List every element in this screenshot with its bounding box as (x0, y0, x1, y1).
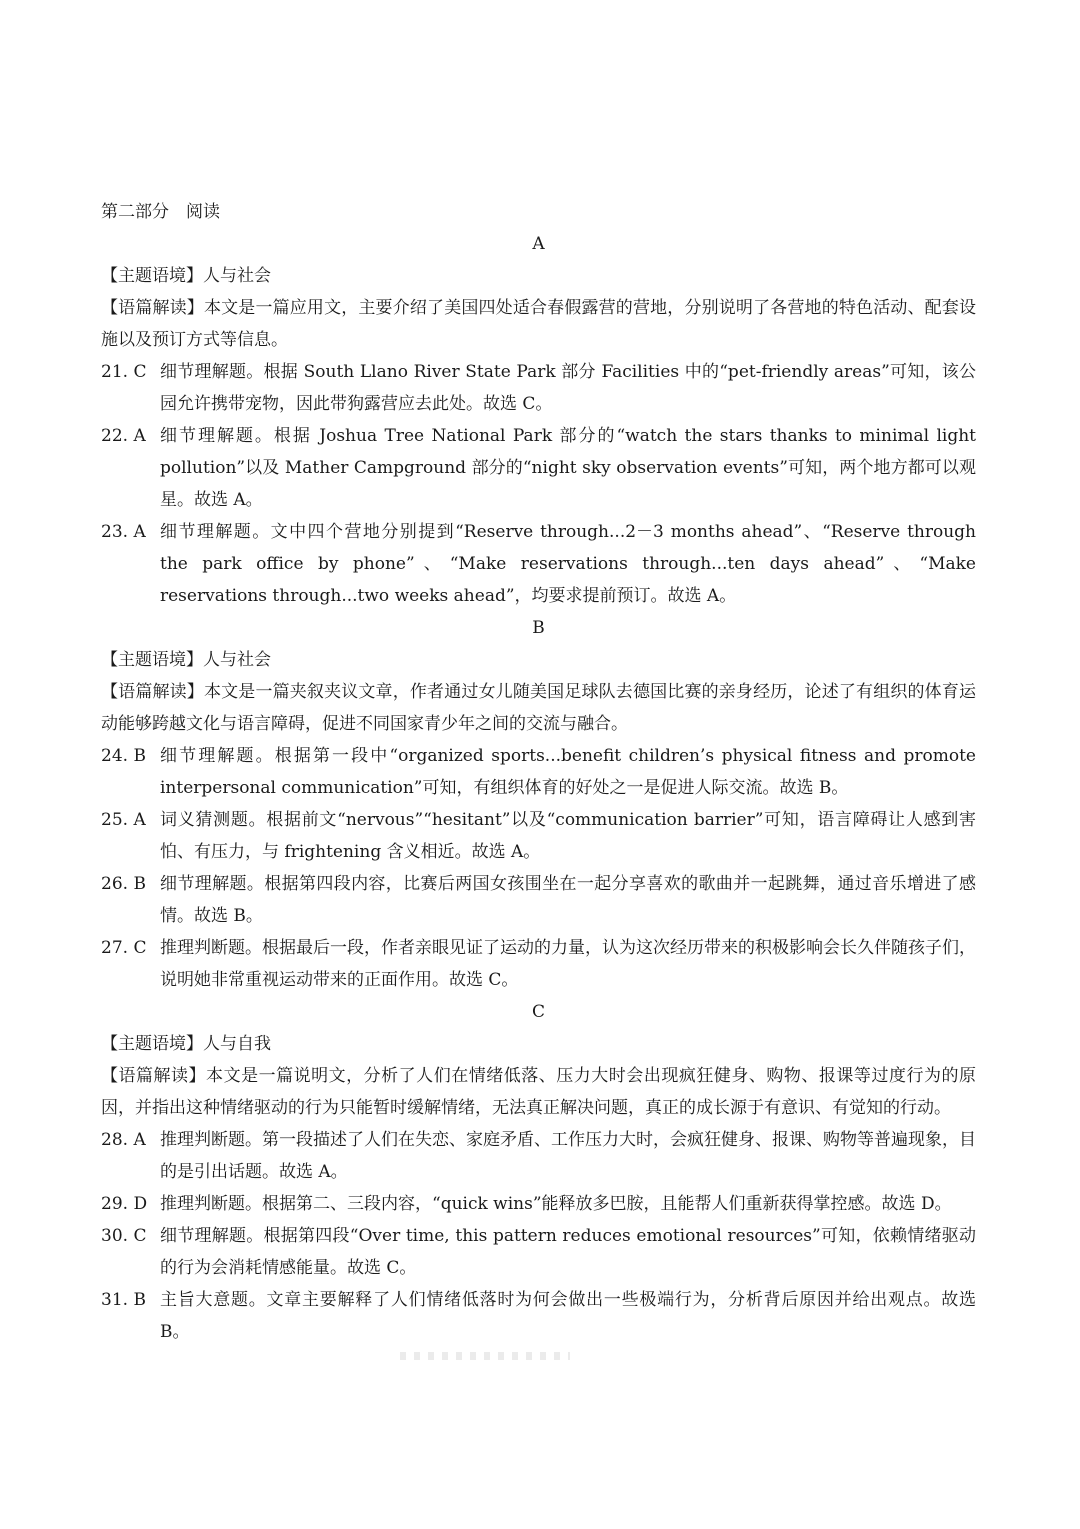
section-letter: A (532, 234, 545, 254)
answer-explanation: 细节理解题。根据 South Llano River State Park 部分 Facilities 中的“pet-friendly areas”可知，该公园允许携带宠物，因此带狗露营应去此处。故选 C。 (160, 362, 976, 414)
answer-number: 21. C (101, 362, 147, 382)
answer-explanation: 细节理解题。根据第一段中“organized sports...benefit children’s physical fitness and promote interpersonal communication”可知，有组织体育的好处之一是促进人际交流。故选 B。 (160, 746, 976, 798)
section-letter: C (531, 1002, 545, 1022)
faint-print-smudge (400, 1352, 570, 1360)
page-content (101, 196, 976, 1348)
answer-number: 31. B (101, 1290, 146, 1310)
section-a (101, 228, 976, 612)
answer-item (101, 1124, 976, 1188)
passage-interpretation: 【语篇解读】本文是一篇说明文，分析了人们在情绪低落、压力大时会出现疯狂健身、购物、报课等过度行为的原因，并指出这种情绪驱动的行为只能暂时缓解情绪，无法真正解决问题，真正的成长源于有意识、有觉知的行动。 (101, 1066, 976, 1118)
answer-number: 22. A (101, 426, 146, 446)
answer-number: 27. C (101, 938, 147, 958)
section-letter: B (532, 618, 545, 638)
answer-item (101, 804, 976, 868)
answer-item (101, 516, 976, 612)
section-b (101, 612, 976, 996)
answer-item (101, 1220, 976, 1284)
answer-item (101, 868, 976, 932)
answer-number: 29. D (101, 1194, 148, 1214)
answer-number: 26. B (101, 874, 146, 894)
passage-interpretation: 【语篇解读】本文是一篇应用文，主要介绍了美国四处适合春假露营的营地，分别说明了各营地的特色活动、配套设施以及预订方式等信息。 (101, 298, 976, 350)
answer-explanation: 推理判断题。根据最后一段，作者亲眼见证了运动的力量，认为这次经历带来的积极影响会长久伴随孩子们，说明她非常重视运动带来的正面作用。故选 C。 (160, 938, 976, 990)
section-c (101, 996, 976, 1348)
answer-explanation: 细节理解题。根据第四段“Over time, this pattern reduces emotional resources”可知，依赖情绪驱动的行为会消耗情感能量。故选 C。 (160, 1226, 976, 1278)
answer-item (101, 420, 976, 516)
answer-item (101, 1188, 976, 1220)
passage-interpretation: 【语篇解读】本文是一篇夹叙夹议文章，作者通过女儿随美国足球队去德国比赛的亲身经历，论述了有组织的体育运动能够跨越文化与语言障碍，促进不同国家青少年之间的交流与融合。 (101, 682, 976, 734)
answer-explanation: 推理判断题。根据第二、三段内容，“quick wins”能释放多巴胺，且能帮人们重新获得掌控感。故选 D。 (160, 1194, 952, 1214)
answer-item (101, 1284, 976, 1348)
answer-item (101, 740, 976, 804)
answer-explanation: 推理判断题。第一段描述了人们在失恋、家庭矛盾、工作压力大时，会疯狂健身、报课、购物等普遍现象，目的是引出话题。故选 A。 (160, 1130, 976, 1182)
answer-number: 25. A (101, 810, 146, 830)
answer-number: 23. A (101, 522, 146, 542)
answer-number: 28. A (101, 1130, 146, 1150)
theme-context: 【主题语境】人与自我 (101, 1034, 271, 1054)
answer-explanation: 细节理解题。根据 Joshua Tree National Park 部分的“watch the stars thanks to minimal light pollution”以及 Mather Campground 部分的“night sky observation events”可知，两个地方都可以观星。故选 A。 (160, 426, 976, 510)
answer-item (101, 356, 976, 420)
answer-explanation: 细节理解题。根据第四段内容，比赛后两国女孩围坐在一起分享喜欢的歌曲并一起跳舞，通过音乐增进了感情。故选 B。 (160, 874, 976, 926)
theme-context: 【主题语境】人与社会 (101, 266, 271, 286)
answer-explanation: 细节理解题。文中四个营地分别提到“Reserve through...2－3 months ahead”、“Reserve through the park office by phone”、“Make reservations through...ten days ahead”、“Make reservations through...two weeks ahead”，均要求提前预订。故选 A。 (160, 522, 976, 606)
answer-explanation: 词义猜测题。根据前文“nervous”“hesitant”以及“communication barrier”可知，语言障碍让人感到害怕、有压力，与 frightening 含义相近。故选 A。 (160, 810, 976, 862)
answer-item (101, 932, 976, 996)
answer-explanation: 主旨大意题。文章主要解释了人们情绪低落时为何会做出一些极端行为，分析背后原因并给出观点。故选 B。 (160, 1290, 976, 1342)
theme-context: 【主题语境】人与社会 (101, 650, 271, 670)
answer-number: 24. B (101, 746, 146, 766)
answer-number: 30. C (101, 1226, 147, 1246)
part-title: 第二部分 阅读 (101, 202, 220, 222)
